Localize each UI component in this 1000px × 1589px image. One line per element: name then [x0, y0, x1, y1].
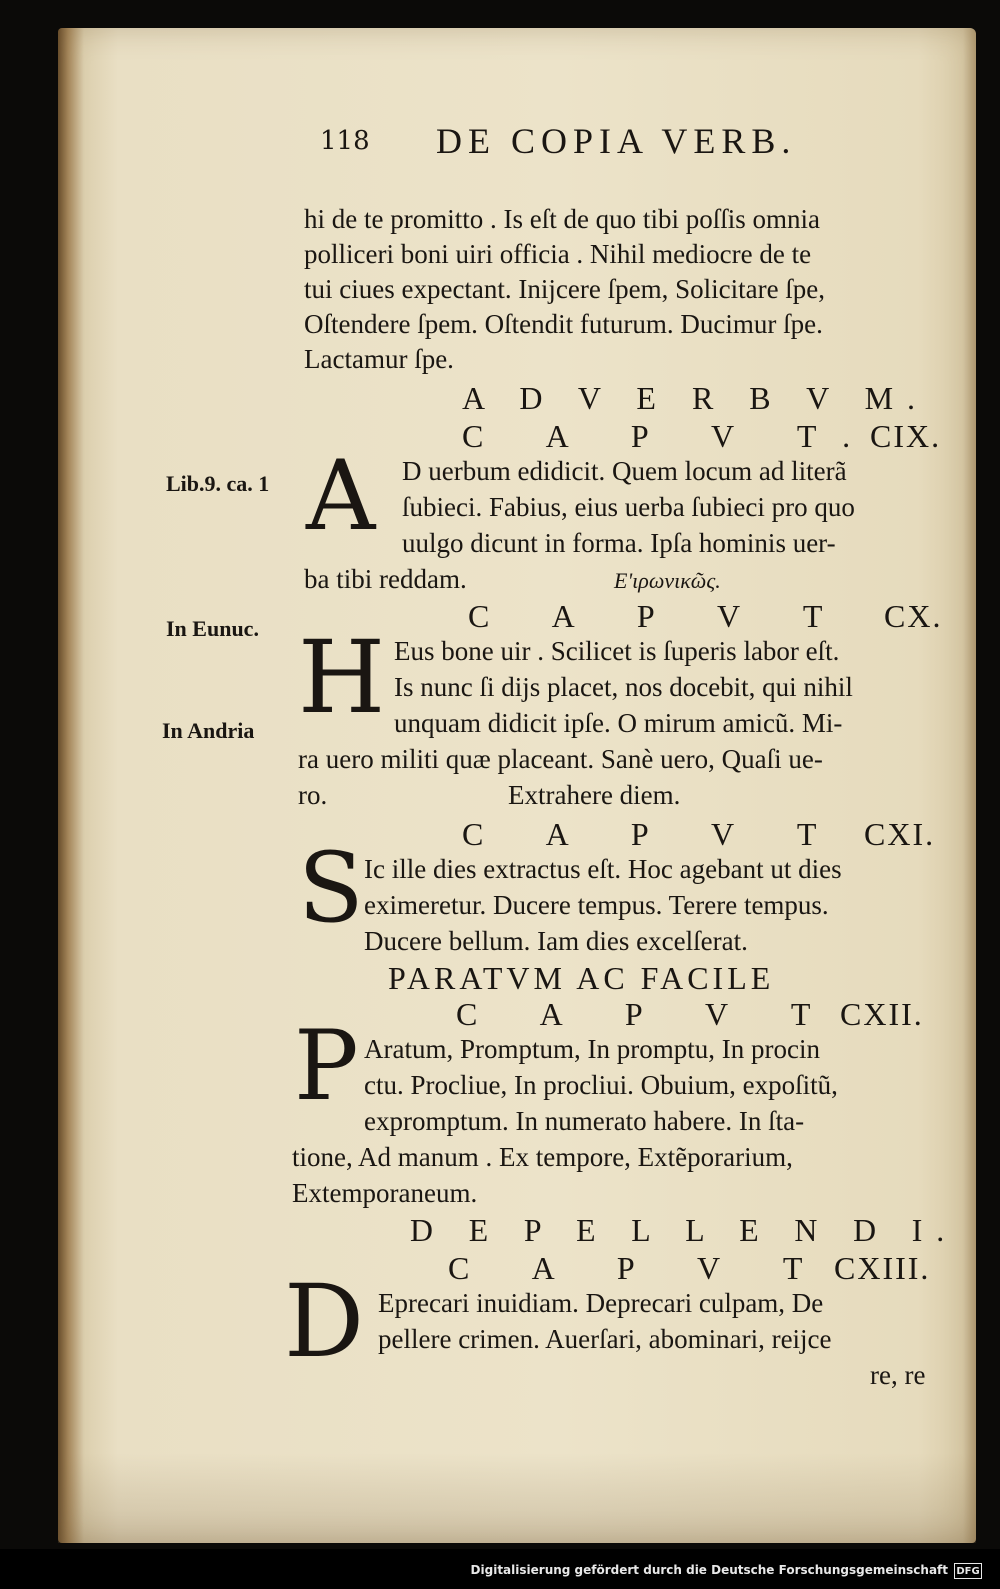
margin-note: In Andria: [162, 718, 255, 743]
text-line: ra uero militi quæ placeant. Sanè uero, Quaſi ue-: [298, 744, 823, 774]
text-line: ctu. Procliue, In procliui. Obuium, expoſitũ,: [364, 1070, 838, 1100]
drop-cap: H: [298, 619, 386, 736]
caput-label: C A P V T: [456, 996, 839, 1032]
text-line: Aratum, Promptum, In promptu, In procin: [364, 1034, 820, 1064]
text-line: pellere crimen. Auerſari, abominari, reijce: [378, 1324, 832, 1354]
drop-cap: P: [294, 1010, 359, 1122]
drop-cap: D: [284, 1263, 365, 1380]
caput-label: C A P V T: [448, 1250, 831, 1286]
caput-label: C A P V T: [468, 598, 851, 634]
dfg-logo-icon: DFG: [954, 1563, 982, 1579]
section-heading: D E P E L L E N D I.: [410, 1212, 959, 1248]
footer-bar: [0, 1549, 1000, 1589]
section-heading: A D V E R B V M.: [462, 380, 930, 416]
text-line: Ic ille dies extractus eſt. Hoc agebant ut dies: [364, 854, 842, 884]
book-page: [58, 28, 976, 1543]
text-line: Lactamur ſpe.: [304, 344, 454, 374]
caput-label: C A P V T: [462, 816, 845, 852]
text-line: tui ciues expectant. Inijcere ſpem, Solicitare ſpe,: [304, 274, 826, 304]
margin-note: Lib.9. ca. 1: [166, 471, 270, 496]
text-line: ſubieci. Fabius, eius uerba ſubieci pro quo: [402, 492, 855, 522]
text-line: D uerbum edidicit. Quem locum ad literã: [402, 456, 847, 486]
running-title: DE COPIA VERB.: [436, 121, 797, 161]
text-line: re, re: [870, 1360, 926, 1390]
chapter-number: CX.: [884, 598, 943, 634]
drop-cap: S: [298, 832, 364, 944]
chapter-number: CXII.: [840, 996, 924, 1032]
text-line: Eus bone uir . Scilicet is ſuperis labor eſt.: [394, 636, 840, 666]
chapter-number: CXIII.: [834, 1250, 931, 1286]
text-line: Is nunc ſi dijs placet, nos docebit, qui nihil: [394, 672, 853, 702]
text-line: Extemporaneum.: [292, 1178, 478, 1208]
chapter-number: CIX.: [870, 418, 942, 454]
text-line: Oſtendere ſpem. Oſtendit futurum. Ducimur ſpe.: [304, 309, 823, 339]
funding-credit: Digitalisierung gefördert durch die Deutsche Forschungsgemeinschaft: [470, 1563, 948, 1577]
text-line: eximeretur. Ducere tempus. Terere tempus.: [364, 890, 829, 920]
text-line: polliceri boni uiri officia . Nihil mediocre de te: [304, 239, 812, 269]
margin-note: In Eunuc.: [166, 616, 259, 641]
text-line: expromptum. In numerato habere. In ſta-: [364, 1106, 805, 1136]
greek-annotation: Ε'ιρωνικῶς.: [614, 568, 721, 593]
section-heading: PARATVM AC FACILE: [388, 960, 775, 996]
text-line: Eprecari inuidiam. Deprecari culpam, De: [378, 1288, 824, 1318]
text-line: Ducere bellum. Iam dies excelſerat.: [364, 926, 748, 956]
text-line: ro.: [298, 780, 328, 810]
text-line: hi de te promitto . Is eſt de quo tibi poſſis omnia: [304, 204, 820, 234]
caput-label: C A P V T.: [462, 418, 879, 454]
drop-cap: A: [306, 440, 376, 552]
chapter-number: CXI.: [864, 816, 936, 852]
text-line: tione, Ad manum . Ex tempore, Extẽporarium,: [292, 1142, 793, 1172]
text-line: unquam didicit ipſe. O mirum amicũ. Mi-: [394, 708, 843, 738]
text-line: uulgo dicunt in forma. Ipſa hominis uer-: [402, 528, 836, 558]
page-number: 118: [320, 126, 370, 156]
text-line: Extrahere diem.: [508, 780, 681, 810]
text-line: ba tibi reddam.: [304, 564, 467, 594]
